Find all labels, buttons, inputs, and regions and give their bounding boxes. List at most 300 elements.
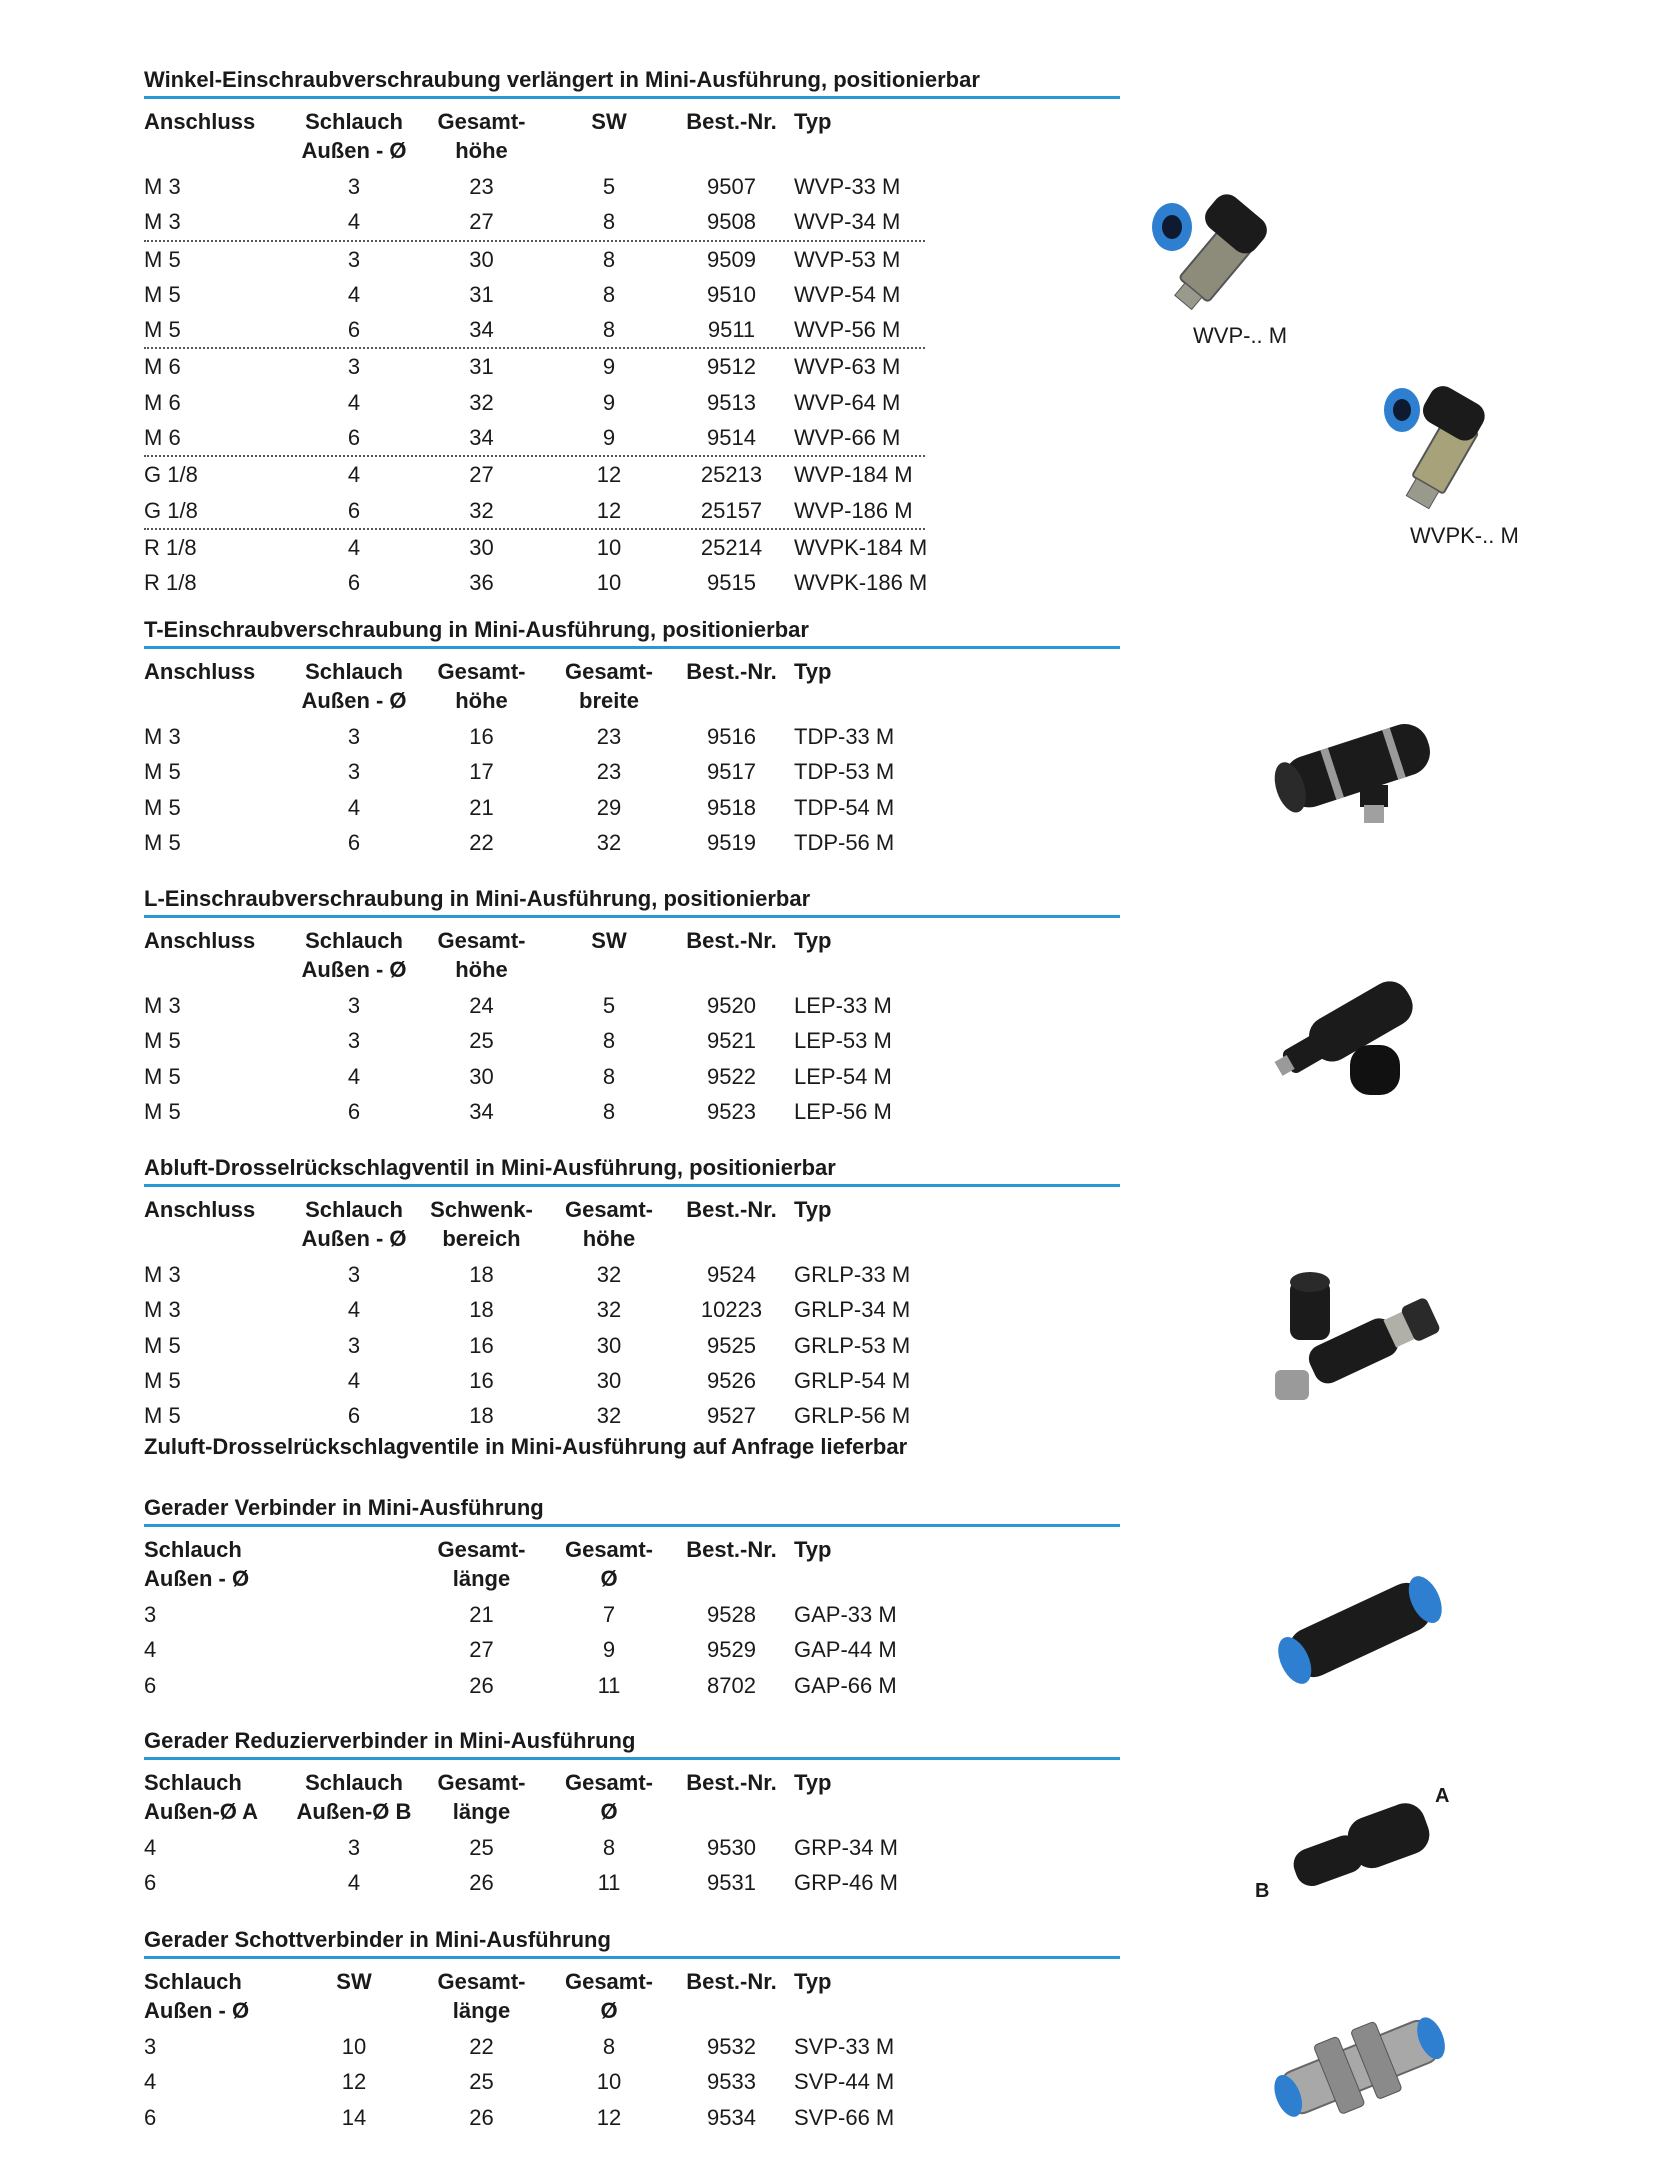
table-cell: 9 bbox=[602, 1637, 616, 1663]
table-cell: 25157 bbox=[700, 497, 763, 523]
table-row bbox=[144, 204, 1120, 239]
table-cell: 12 bbox=[596, 497, 622, 523]
table-cell: 6 bbox=[347, 1098, 361, 1124]
table-cell: 4 bbox=[347, 1870, 361, 1896]
column-header bbox=[794, 657, 994, 715]
table-cell: M 3 bbox=[144, 993, 181, 1018]
table-cell: 9514 bbox=[707, 425, 756, 451]
table-cell: M 5 bbox=[144, 281, 181, 307]
column-header-line bbox=[794, 1996, 994, 2025]
table-cell: WVP-64 M bbox=[794, 389, 901, 415]
table-cell: 9530 bbox=[707, 1835, 756, 1860]
table-cell: 6 bbox=[347, 497, 361, 523]
table-cell: 9509 bbox=[707, 246, 756, 272]
section-title: Gerader Reduzierverbinder in Mini-Ausführung bbox=[144, 1728, 636, 1753]
table-cell: GRP-46 M bbox=[794, 1870, 898, 1896]
table-cell: 32 bbox=[596, 1297, 622, 1323]
table-cell: 18 bbox=[469, 1297, 494, 1323]
table-cell: 8 bbox=[602, 1098, 616, 1124]
table-cell: 9 bbox=[602, 425, 616, 451]
table-cell: R 1/8 bbox=[144, 534, 197, 560]
column-header-line: Typ bbox=[794, 1969, 832, 1994]
grlp-fitting-image bbox=[1265, 1260, 1455, 1420]
table-cell: 12 bbox=[341, 2069, 367, 2095]
column-header-line bbox=[144, 955, 294, 984]
wvp-fitting-image bbox=[1150, 185, 1320, 330]
column-header-line: Schlauch bbox=[144, 1537, 242, 1562]
column-header-line: Außen-Ø B bbox=[296, 1799, 412, 1824]
column-header-line bbox=[669, 686, 794, 715]
table-cell: 27 bbox=[469, 462, 494, 488]
table-cell: WVP-63 M bbox=[794, 354, 901, 380]
table-cell: 31 bbox=[469, 354, 494, 380]
table-cell: LEP-53 M bbox=[794, 1028, 892, 1054]
column-header bbox=[414, 926, 549, 984]
table-cell: 25 bbox=[469, 2069, 494, 2095]
table-cell: GAP-33 M bbox=[794, 1602, 897, 1627]
column-header-line bbox=[144, 136, 294, 165]
table-cell: 8 bbox=[602, 1028, 616, 1054]
table-row bbox=[144, 528, 928, 565]
table-cell: 22 bbox=[469, 2034, 494, 2059]
column-header-line: Best.-Nr. bbox=[686, 1969, 777, 1994]
table-cell: 3 bbox=[347, 1262, 361, 1287]
column-header bbox=[549, 1967, 669, 2025]
column-header bbox=[549, 926, 669, 984]
table-cell: TDP-56 M bbox=[794, 829, 895, 855]
table-cell: 6 bbox=[144, 1870, 157, 1896]
section-title: Abluft-Drosselrückschlagventil in Mini-Ausführung, positionierbar bbox=[144, 1155, 836, 1180]
table-cell: 4 bbox=[347, 1367, 361, 1393]
table-cell: 32 bbox=[596, 1403, 622, 1429]
column-header bbox=[144, 1967, 294, 2025]
column-header-line: länge bbox=[452, 1566, 511, 1591]
table-row bbox=[144, 420, 1120, 455]
table-cell: 34 bbox=[469, 317, 494, 343]
table-header bbox=[144, 1535, 1120, 1593]
table-cell: LEP-56 M bbox=[794, 1098, 892, 1124]
table-cell: 30 bbox=[469, 534, 494, 560]
table-cell: 9525 bbox=[707, 1332, 756, 1358]
table-cell: WVP-53 M bbox=[794, 246, 901, 272]
table-cell: SVP-66 M bbox=[794, 2104, 895, 2130]
table-cell: M 3 bbox=[144, 1297, 181, 1323]
table-cell: 30 bbox=[596, 1367, 622, 1393]
table-cell: GRLP-34 M bbox=[794, 1297, 911, 1323]
table-cell bbox=[294, 1632, 414, 1667]
table-row bbox=[144, 565, 1120, 600]
table-cell: 34 bbox=[469, 1098, 494, 1124]
table-cell: 14 bbox=[341, 2104, 367, 2130]
table-cell: 4 bbox=[347, 389, 361, 415]
table-row bbox=[144, 385, 1120, 420]
column-header-line bbox=[794, 955, 994, 984]
column-header-line bbox=[794, 1797, 994, 1826]
column-header-line bbox=[669, 955, 794, 984]
table-cell: WVPK-184 M bbox=[794, 534, 928, 560]
section-rule bbox=[144, 1184, 1120, 1187]
section-wvp bbox=[144, 66, 1120, 601]
table-cell: 10 bbox=[596, 570, 622, 596]
table-cell: 30 bbox=[596, 1332, 622, 1358]
table-cell: 6 bbox=[347, 317, 361, 343]
table-cell: 6 bbox=[347, 570, 361, 596]
gap-fitting-image bbox=[1270, 1565, 1450, 1695]
column-header-line: Gesamt- bbox=[437, 928, 526, 953]
section-rule bbox=[144, 915, 1120, 918]
table-row bbox=[144, 1094, 1120, 1129]
column-header bbox=[294, 1768, 414, 1826]
table-cell: 23 bbox=[469, 174, 494, 199]
column-header-line bbox=[669, 1797, 794, 1826]
table-cell: M 3 bbox=[144, 724, 181, 749]
table-cell: G 1/8 bbox=[144, 497, 198, 523]
table-cell: 6 bbox=[144, 2104, 157, 2130]
table-cell: 31 bbox=[469, 281, 494, 307]
column-header bbox=[669, 926, 794, 984]
column-header-line: Gesamt- bbox=[437, 109, 526, 134]
table-row bbox=[144, 455, 925, 492]
column-header bbox=[669, 1967, 794, 2025]
column-header-line: Außen - Ø bbox=[144, 1998, 250, 2023]
column-header-line: Schwenk- bbox=[430, 1197, 533, 1222]
column-header-line: Typ bbox=[794, 928, 832, 953]
table-row bbox=[144, 754, 1120, 789]
table-cell: 11 bbox=[597, 1672, 621, 1698]
column-header-line: SW bbox=[591, 928, 627, 953]
table-row bbox=[144, 1023, 1120, 1058]
column-header bbox=[794, 107, 994, 165]
column-header-line: Typ bbox=[794, 109, 832, 134]
section-title: Gerader Schottverbinder in Mini-Ausführung bbox=[144, 1927, 611, 1952]
column-header-line: länge bbox=[452, 1799, 511, 1824]
table-cell: 9513 bbox=[707, 389, 756, 415]
table-cell: 8 bbox=[602, 1835, 616, 1860]
section-rule bbox=[144, 1757, 1120, 1760]
column-header bbox=[549, 657, 669, 715]
table-cell: M 5 bbox=[144, 1063, 181, 1089]
column-header-line bbox=[669, 1564, 794, 1593]
table-cell: 4 bbox=[347, 1063, 361, 1089]
table-row bbox=[144, 2064, 1120, 2099]
column-header bbox=[794, 1967, 994, 2025]
section-rule bbox=[144, 1524, 1120, 1527]
column-header bbox=[794, 1768, 994, 1826]
table-cell: 29 bbox=[596, 794, 622, 820]
column-header bbox=[294, 1195, 414, 1253]
column-header-line: Schlauch bbox=[305, 659, 403, 684]
table-cell: M 3 bbox=[144, 1262, 181, 1287]
table-row bbox=[144, 1632, 1120, 1667]
table-cell: M 5 bbox=[144, 246, 181, 272]
column-header-line: Schlauch bbox=[305, 1197, 403, 1222]
section-tdp bbox=[144, 616, 1120, 860]
column-header-line: Außen - Ø bbox=[301, 138, 407, 163]
section-grp bbox=[144, 1727, 1120, 1901]
table-cell: 9526 bbox=[707, 1367, 756, 1393]
column-header bbox=[549, 1195, 669, 1253]
column-header-line: höhe bbox=[455, 957, 508, 982]
table-cell: SVP-44 M bbox=[794, 2069, 895, 2095]
table-cell: 11 bbox=[597, 1870, 621, 1896]
table-cell: LEP-54 M bbox=[794, 1063, 892, 1089]
table-cell: 9512 bbox=[707, 354, 756, 380]
table-row bbox=[144, 1059, 1120, 1094]
column-header bbox=[294, 926, 414, 984]
table-cell: 36 bbox=[469, 570, 494, 596]
column-header bbox=[414, 1967, 549, 2025]
table-cell: 24 bbox=[469, 993, 494, 1018]
table-cell: 4 bbox=[347, 1297, 361, 1323]
table-cell: WVPK-186 M bbox=[794, 570, 928, 596]
table-cell: WVP-66 M bbox=[794, 425, 901, 451]
column-header bbox=[794, 1195, 994, 1253]
table-cell: 9510 bbox=[707, 281, 756, 307]
table-cell: 6 bbox=[144, 1672, 157, 1698]
column-header-line: Gesamt- bbox=[564, 1770, 654, 1795]
section-svp bbox=[144, 1926, 1120, 2135]
column-header-line bbox=[794, 1224, 994, 1253]
table-cell: 9517 bbox=[707, 759, 756, 785]
column-header-line: breite bbox=[579, 688, 639, 713]
column-header-line: Typ bbox=[794, 1197, 832, 1222]
column-header bbox=[549, 1535, 669, 1593]
column-header-line: länge bbox=[452, 1998, 511, 2023]
table-cell: 3 bbox=[144, 1602, 157, 1627]
table-cell: 27 bbox=[469, 209, 494, 235]
table-cell: M 6 bbox=[144, 354, 181, 380]
table-cell: M 3 bbox=[144, 174, 181, 199]
column-header-line: Best.-Nr. bbox=[686, 109, 777, 134]
column-header-line: Anschluss bbox=[144, 659, 256, 684]
table-cell: GRLP-33 M bbox=[794, 1262, 911, 1287]
column-header-line: Ø bbox=[600, 1799, 618, 1824]
table-header bbox=[144, 1967, 1120, 2025]
table-cell: 9519 bbox=[707, 829, 756, 855]
table-header bbox=[144, 1768, 1120, 1826]
column-header bbox=[414, 1195, 549, 1253]
table-cell: 9523 bbox=[707, 1098, 756, 1124]
table-cell: M 6 bbox=[144, 425, 181, 451]
section-title: L-Einschraubverschraubung in Mini-Ausführung, positionierbar bbox=[144, 886, 811, 911]
section-title: Winkel-Einschraubverschraubung verlängert in Mini-Ausführung, positionierbar bbox=[144, 67, 980, 92]
column-header-line: Gesamt- bbox=[437, 1770, 526, 1795]
table-cell: 9528 bbox=[707, 1602, 756, 1627]
table-cell: GAP-66 M bbox=[794, 1672, 897, 1698]
table-cell: 30 bbox=[469, 246, 494, 272]
table-cell: 3 bbox=[347, 1332, 361, 1358]
table-row bbox=[144, 169, 1120, 204]
column-header bbox=[549, 107, 669, 165]
column-header bbox=[144, 1768, 294, 1826]
table-cell: 9515 bbox=[707, 570, 756, 596]
table-cell: WVP-33 M bbox=[794, 174, 901, 199]
table-cell: M 5 bbox=[144, 829, 181, 855]
table-cell: 25213 bbox=[700, 462, 763, 488]
column-header-line: bereich bbox=[442, 1226, 521, 1251]
table-row bbox=[144, 347, 925, 384]
table-cell: M 5 bbox=[144, 1367, 181, 1393]
table-header bbox=[144, 1195, 1120, 1253]
table-cell: M 5 bbox=[144, 794, 181, 820]
table-cell: 21 bbox=[469, 794, 494, 820]
column-header-line: Best.-Nr. bbox=[686, 928, 777, 953]
section-gap bbox=[144, 1494, 1120, 1703]
svp-fitting-image bbox=[1265, 2000, 1455, 2135]
table-cell: M 5 bbox=[144, 1098, 181, 1124]
table-row bbox=[144, 1597, 1120, 1632]
column-header-line: Best.-Nr. bbox=[686, 1197, 777, 1222]
table-cell: 26 bbox=[469, 1870, 494, 1896]
table-cell: 30 bbox=[469, 1063, 494, 1089]
table-cell: WVP-186 M bbox=[794, 497, 913, 523]
column-header bbox=[414, 657, 549, 715]
column-header-line: Gesamt- bbox=[564, 1969, 654, 1994]
table-cell: 5 bbox=[602, 174, 616, 199]
table-cell: M 5 bbox=[144, 317, 181, 343]
table-row bbox=[144, 790, 1120, 825]
column-header bbox=[144, 1535, 294, 1593]
column-header bbox=[294, 107, 414, 165]
lep-fitting-image bbox=[1270, 960, 1440, 1110]
table-cell: SVP-33 M bbox=[794, 2034, 895, 2059]
table-header bbox=[144, 926, 1120, 984]
table-cell: 8 bbox=[602, 2034, 616, 2059]
table-header bbox=[144, 657, 1120, 715]
column-header-line: Gesamt- bbox=[437, 1969, 526, 1994]
table-cell: 8 bbox=[602, 317, 616, 343]
table-cell: 9 bbox=[602, 354, 616, 380]
table-cell: WVP-184 M bbox=[794, 462, 913, 488]
column-header bbox=[669, 1195, 794, 1253]
table-cell: 8702 bbox=[707, 1672, 756, 1698]
table-cell: 3 bbox=[347, 993, 361, 1018]
table-row bbox=[144, 493, 1120, 528]
table-row bbox=[144, 1830, 1120, 1865]
table-cell: 3 bbox=[347, 246, 361, 272]
table-cell: 4 bbox=[347, 209, 361, 235]
table-cell: 9532 bbox=[707, 2034, 756, 2059]
column-header-line: SW bbox=[336, 1969, 372, 1994]
column-header-line: höhe bbox=[582, 1226, 636, 1251]
table-cell: 3 bbox=[347, 174, 361, 199]
table-cell: WVP-34 M bbox=[794, 209, 901, 235]
table-row bbox=[144, 719, 1120, 754]
column-header-line bbox=[669, 136, 794, 165]
table-row bbox=[144, 1865, 1120, 1900]
table-cell: M 3 bbox=[144, 209, 181, 235]
column-header-line: Schlauch bbox=[305, 928, 403, 953]
column-header bbox=[669, 107, 794, 165]
table-cell: 9511 bbox=[707, 317, 756, 343]
table-cell: 12 bbox=[596, 2104, 622, 2130]
table-cell: G 1/8 bbox=[144, 462, 198, 488]
table-cell: 23 bbox=[596, 724, 622, 749]
table-cell: TDP-54 M bbox=[794, 794, 895, 820]
column-header-line: Best.-Nr. bbox=[686, 659, 777, 684]
table-cell: 32 bbox=[469, 389, 494, 415]
table-cell: 9534 bbox=[707, 2104, 756, 2130]
table-cell: 3 bbox=[347, 1835, 361, 1860]
column-header bbox=[144, 657, 294, 715]
column-header-line: Außen-Ø A bbox=[144, 1799, 259, 1824]
table-cell: 3 bbox=[347, 759, 361, 785]
table-cell: R 1/8 bbox=[144, 570, 197, 596]
column-header-line: Außen - Ø bbox=[144, 1566, 250, 1591]
section-rule bbox=[144, 646, 1120, 649]
table-cell: 32 bbox=[596, 829, 622, 855]
table-cell: 17 bbox=[469, 759, 494, 785]
table-cell: 9529 bbox=[707, 1637, 756, 1663]
table-cell: 4 bbox=[347, 462, 361, 488]
table-cell: 3 bbox=[144, 2034, 157, 2059]
table-cell: 4 bbox=[347, 534, 361, 560]
table-cell: 21 bbox=[469, 1602, 494, 1627]
column-header bbox=[549, 1768, 669, 1826]
section-grlp bbox=[144, 1154, 1120, 1461]
table-cell: 4 bbox=[347, 281, 361, 307]
table-cell: 3 bbox=[347, 354, 361, 380]
table-cell: GRLP-56 M bbox=[794, 1403, 911, 1429]
table-cell: 25 bbox=[469, 1835, 494, 1860]
column-header bbox=[414, 1535, 549, 1593]
grp-fitting-image bbox=[1275, 1790, 1445, 1900]
column-header-line: Außen - Ø bbox=[301, 688, 407, 713]
table-cell: 10 bbox=[596, 534, 622, 560]
table-cell: 9520 bbox=[707, 993, 756, 1018]
table-cell: M 5 bbox=[144, 1332, 181, 1358]
table-row bbox=[144, 1257, 1120, 1292]
table-row bbox=[144, 1363, 1120, 1398]
column-header-line: Gesamt- bbox=[437, 659, 526, 684]
table-cell: 10223 bbox=[700, 1297, 763, 1323]
section-rule bbox=[144, 1956, 1120, 1959]
column-header-line: Gesamt- bbox=[564, 1537, 654, 1562]
column-header-line: Ø bbox=[600, 1998, 618, 2023]
table-cell: 9522 bbox=[707, 1063, 756, 1089]
section-note: Zuluft-Drosselrückschlagventile in Mini-Ausführung auf Anfrage lieferbar bbox=[144, 1434, 908, 1460]
wvp-caption: WVP-.. M bbox=[1193, 323, 1288, 348]
table-cell: 9507 bbox=[707, 174, 756, 199]
table-row bbox=[144, 1398, 1120, 1433]
table-cell: 5 bbox=[602, 993, 616, 1018]
table-cell: 12 bbox=[596, 462, 622, 488]
column-header-line: Best.-Nr. bbox=[686, 1537, 777, 1562]
column-header bbox=[669, 1768, 794, 1826]
column-header bbox=[669, 1535, 794, 1593]
table-cell: WVP-54 M bbox=[794, 281, 901, 307]
table-cell: 34 bbox=[469, 425, 494, 451]
column-header-line: Anschluss bbox=[144, 1197, 256, 1222]
column-header-line: Best.-Nr. bbox=[686, 1770, 777, 1795]
table-cell: 18 bbox=[469, 1403, 494, 1429]
table-row bbox=[144, 2029, 1120, 2064]
table-cell: 3 bbox=[347, 724, 361, 749]
table-cell bbox=[294, 1668, 414, 1703]
table-cell: M 5 bbox=[144, 1403, 181, 1429]
column-header-line bbox=[669, 1996, 794, 2025]
table-cell: 9521 bbox=[707, 1028, 756, 1054]
table-cell: 26 bbox=[469, 2104, 494, 2130]
table-row bbox=[144, 2100, 1120, 2135]
column-header-line: höhe bbox=[455, 138, 508, 163]
column-header bbox=[669, 657, 794, 715]
column-header-line: Typ bbox=[794, 1537, 832, 1562]
column-header-line: Außen - Ø bbox=[301, 1226, 407, 1251]
table-cell: 6 bbox=[347, 1403, 361, 1429]
table-cell: 26 bbox=[469, 1672, 494, 1698]
table-cell: 9 bbox=[602, 389, 616, 415]
